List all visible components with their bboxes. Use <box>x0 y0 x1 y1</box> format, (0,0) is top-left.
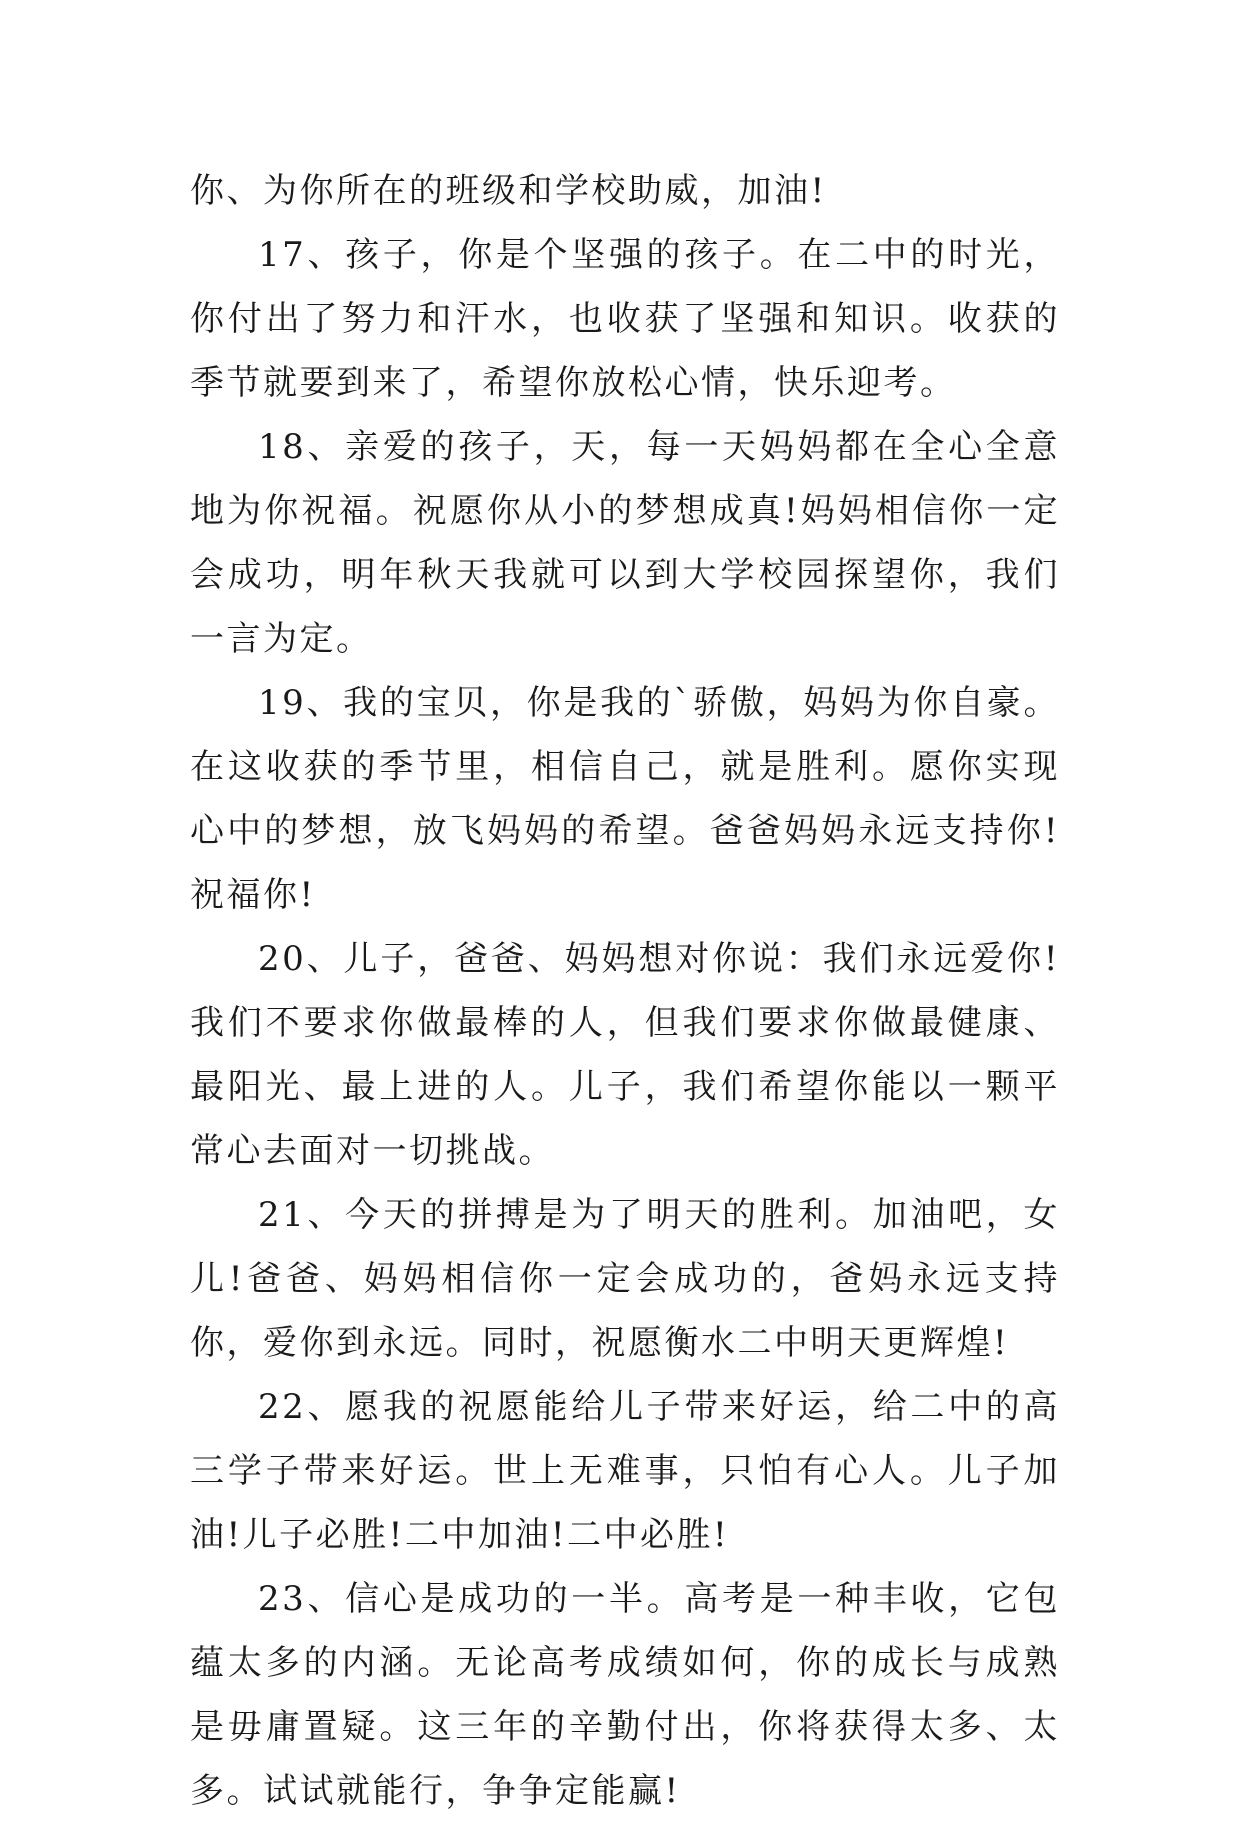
paragraph-19: 19、我的宝贝，你是我的`骄傲，妈妈为你自豪。在这收获的季节里，相信自己，就是胜利。愿你实现心中的梦想，放飞妈妈的希望。爸爸妈妈永远支持你!祝福你! <box>190 683 1060 915</box>
paragraph-18: 18、亲爱的孩子，天，每一天妈妈都在全心全意地为你祝福。祝愿你从小的梦想成真!妈妈相信你一定会成功，明年秋天我就可以到大学校园探望你，我们一言为定。 <box>190 427 1060 659</box>
paragraph-21: 21、今天的拼搏是为了明天的胜利。加油吧，女儿!爸爸、妈妈相信你一定会成功的，爸妈永远支持你，爱你到永远。同时，祝愿衡水二中明天更辉煌! <box>190 1195 1060 1363</box>
paragraph-20: 20、儿子，爸爸、妈妈想对你说：我们永远爱你!我们不要求你做最棒的人，但我们要求你做最健康、最阳光、最上进的人。儿子，我们希望你能以一颗平常心去面对一切挑战。 <box>190 939 1060 1171</box>
document-body <box>190 159 1060 1823</box>
paragraph-17: 17、孩子，你是个坚强的孩子。在二中的时光，你付出了努力和汗水，也收获了坚强和知识。收获的季节就要到来了，希望你放松心情，快乐迎考。 <box>190 235 1060 403</box>
paragraph-continuation: 你、为你所在的班级和学校助威，加油! <box>190 171 827 211</box>
paragraph-23: 23、信心是成功的一半。高考是一种丰收，它包蕴太多的内涵。无论高考成绩如何，你的成长与成熟是毋庸置疑。这三年的辛勤付出，你将获得太多、太多。试试就能行，争争定能赢! <box>190 1579 1060 1811</box>
paragraph-22: 22、愿我的祝愿能给儿子带来好运，给二中的高三学子带来好运。世上无难事，只怕有心人。儿子加油!儿子必胜!二中加油!二中必胜! <box>190 1387 1060 1555</box>
